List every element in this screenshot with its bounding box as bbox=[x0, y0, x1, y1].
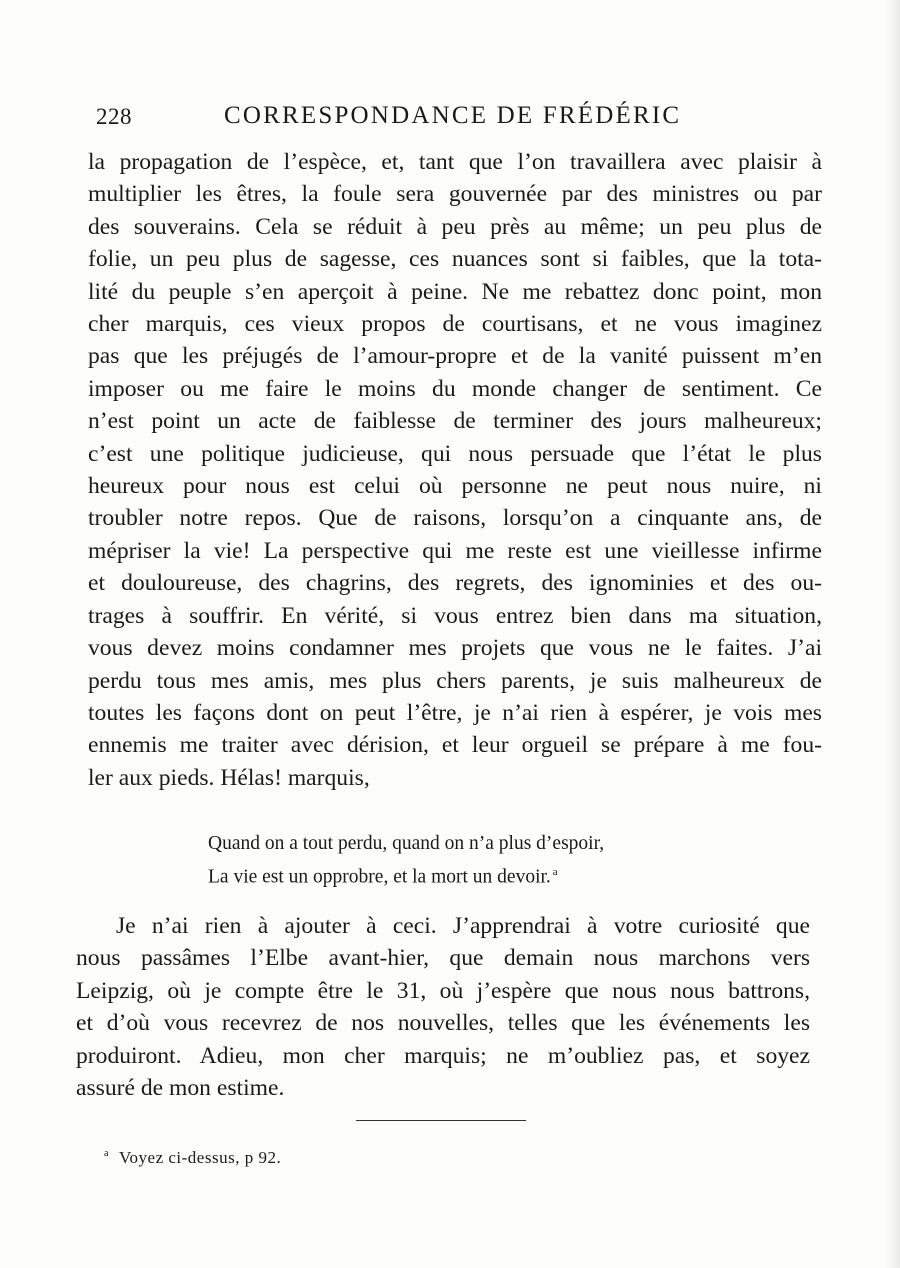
text-line: ler aux pieds. Hélas! marquis, bbox=[88, 764, 370, 791]
text-line: n’est point un acte de faiblesse de terminer des jours malheureux; bbox=[88, 408, 822, 435]
paragraph-1 bbox=[88, 146, 822, 794]
text-line: perdu tous mes amis, mes plus chers parents, je suis malheureux de bbox=[88, 667, 822, 694]
text-line: nous passâmes l’Elbe avant-hier, que demain nous marchons vers bbox=[76, 945, 810, 972]
text-line: c’est une politique judicieuse, qui nous persuade que l’état le plus bbox=[88, 440, 822, 467]
text-line: produiront. Adieu, mon cher marquis; ne m’oubliez pas, et soyez bbox=[76, 1042, 810, 1069]
verse-quotation bbox=[208, 830, 604, 892]
page-header bbox=[96, 100, 696, 136]
footnote-separator bbox=[356, 1120, 526, 1121]
paragraph-2 bbox=[76, 910, 810, 1104]
text-line: vous devez moins condamner mes projets que vous ne le faites. J’ai bbox=[88, 635, 822, 662]
text-line: et d’où vous recevrez de nos nouvelles, telles que les événements les bbox=[76, 1010, 810, 1037]
text-line: cher marquis, ces vieux propos de courtisans, et ne vous imaginez bbox=[88, 311, 822, 338]
footnote-reference[interactable]: a bbox=[552, 866, 558, 878]
text-line: trages à souffrir. En vérité, si vous entrez bien dans ma situation, bbox=[88, 602, 822, 629]
page-edge-shadow bbox=[886, 0, 900, 1268]
text-line: des souverains. Cela se réduit à peu près au même; un peu plus de bbox=[88, 213, 822, 240]
running-title: CORRESPONDANCE DE FRÉDÉRIC bbox=[224, 102, 682, 129]
text-line: assuré de mon estime. bbox=[76, 1075, 285, 1102]
text-line: la propagation de l’espèce, et, tant que l’on travaillera avec plaisir à bbox=[88, 149, 822, 175]
verse-line-2: La vie est un opprobre, et la mort un devoir. bbox=[208, 866, 551, 888]
page-number: 228 bbox=[96, 104, 132, 129]
text-line: pas que les préjugés de l’amour-propre et de la vanité puissent m’en bbox=[88, 343, 822, 370]
text-line: Je n’ai rien à ajouter à ceci. J’apprendrai à votre curiosité que bbox=[116, 913, 810, 939]
footnote-text: Voyez ci-dessus, p 92. bbox=[118, 1148, 282, 1167]
text-line: imposer ou me faire le moins du monde changer de sentiment. Ce bbox=[88, 375, 822, 402]
text-line: troubler notre repos. Que de raisons, lorsqu’on a cinquante ans, de bbox=[88, 505, 822, 532]
text-line: mépriser la vie! La perspective qui me reste est une vieillesse infirme bbox=[88, 537, 822, 564]
text-line: lité du peuple s’en aperçoit à peine. Ne me rebattez donc point, mon bbox=[88, 278, 822, 305]
text-line: multiplier les êtres, la foule sera gouvernée par des ministres ou par bbox=[88, 181, 822, 208]
text-line: folie, un peu plus de sagesse, ces nuances sont si faibles, que la tota- bbox=[88, 246, 822, 273]
verse-line-2-wrapper bbox=[208, 858, 604, 892]
text-line: et douloureuse, des chagrins, des regrets, des ignominies et des ou- bbox=[88, 570, 822, 597]
text-line: Leipzig, où je compte être le 31, où j’espère que nous nous battrons, bbox=[76, 977, 810, 1004]
verse-line-1: Quand on a tout perdu, quand on n’a plus d’espoir, bbox=[208, 833, 605, 854]
text-line: toutes les façons dont on peut l’être, je n’ai rien à espérer, je vois mes bbox=[88, 699, 822, 726]
text-line: ennemis me traiter avec dérision, et leur orgueil se prépare à me fou- bbox=[88, 732, 822, 759]
footnote-marker: a bbox=[104, 1148, 109, 1160]
footnote bbox=[104, 1148, 281, 1168]
text-line: heureux pour nous est celui où personne ne peut nous nuire, ni bbox=[88, 473, 822, 500]
